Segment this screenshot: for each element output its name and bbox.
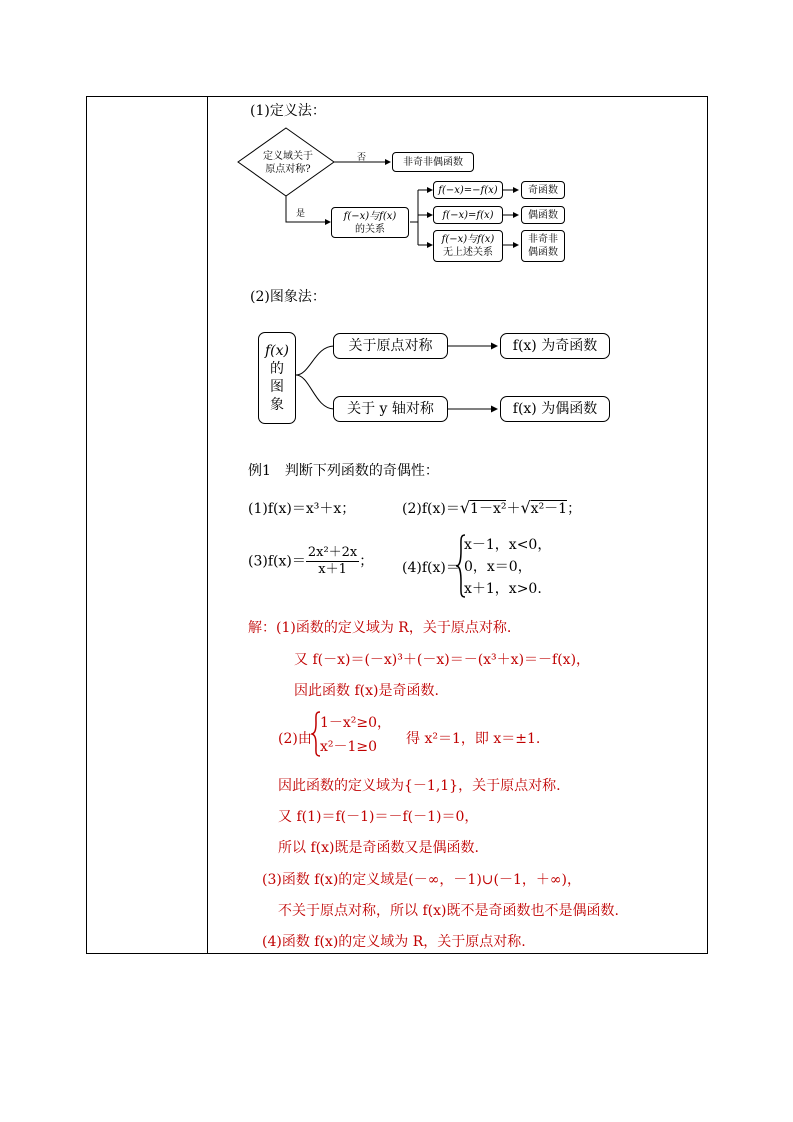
solution-line-1: 解：(1)函数的定义域为 R，关于原点对称. <box>248 620 512 636</box>
node-cond-even: f(−x)=f(x) <box>433 206 503 224</box>
method2-heading: (2)图象法： <box>250 289 326 305</box>
problem-3: (3)f(x)＝ $\frac{\text{2x²＋2x}}{x+1}$ ； <box>248 545 374 577</box>
problem-4-prefix: (4)f(x)＝ <box>402 560 460 576</box>
node-sym-y: 关于 y 轴对称 <box>333 396 448 422</box>
no-branch-label: 否 <box>357 153 367 163</box>
node-relation: f(−x)与f(x) 的关系 <box>331 207 409 238</box>
node-sym-origin: 关于原点对称 <box>333 333 448 359</box>
yes-branch-label: 是 <box>296 209 306 219</box>
node-res-odd: 奇函数 <box>521 181 565 199</box>
node-cond-odd: f(−x)=−f(x) <box>433 181 503 199</box>
node-not-odd-even: 非奇非偶函数 <box>392 152 474 172</box>
problem-2: (2)f(x)＝√1－x²＋√x²－1； <box>402 498 582 517</box>
solution-line-3: 因此函数 f(x)是奇函数. <box>294 683 439 699</box>
solution-line-4-cases: 1－x²≥0， x²－1≥0 <box>320 715 392 755</box>
node-res-odd-graph: f(x) 为奇函数 <box>500 333 610 359</box>
solution-line-4-result: 得 x²＝1，即 x＝±1. <box>406 731 541 747</box>
decision-label: 定义域关于 原点对称? <box>263 151 313 175</box>
solution-line-5: 因此函数的定义域为{－1,1}，关于原点对称. <box>278 778 561 794</box>
node-graph: f(x) 的 图 象 <box>258 332 296 424</box>
node-cond-none: f(−x)与f(x) 无上述关系 <box>433 230 503 262</box>
node-res-none: 非奇非 偶函数 <box>521 230 565 262</box>
solution-line-8: (3)函数 f(x)的定义域是(－∞，－1)∪(－1，＋∞)， <box>262 872 581 888</box>
problem-1: (1)f(x)＝x³＋x； <box>248 501 356 517</box>
table-column-divider <box>207 96 208 954</box>
method1-heading: (1)定义法： <box>250 103 326 119</box>
solution-line-6: 又 f(1)＝f(－1)＝－f(－1)＝0， <box>278 809 479 825</box>
example-title: 例1 判断下列函数的奇偶性： <box>248 463 439 479</box>
node-res-even: 偶函数 <box>521 206 565 224</box>
solution-line-7: 所以 f(x)既是奇函数又是偶函数. <box>278 840 479 856</box>
solution-line-4-prefix: (2)由 <box>278 731 312 747</box>
node-res-even-graph: f(x) 为偶函数 <box>500 396 610 422</box>
solution-line-2: 又 f(－x)＝(－x)³＋(－x)＝－(x³＋x)＝－f(x)， <box>294 652 591 668</box>
solution-line-10: (4)函数 f(x)的定义域为 R，关于原点对称. <box>262 934 526 950</box>
problem-4-cases: x－1，x<0， 0，x＝0， x＋1，x>0. <box>464 537 552 597</box>
solution-line-9: 不关于原点对称，所以 f(x)既不是奇函数也不是偶函数. <box>278 903 619 919</box>
